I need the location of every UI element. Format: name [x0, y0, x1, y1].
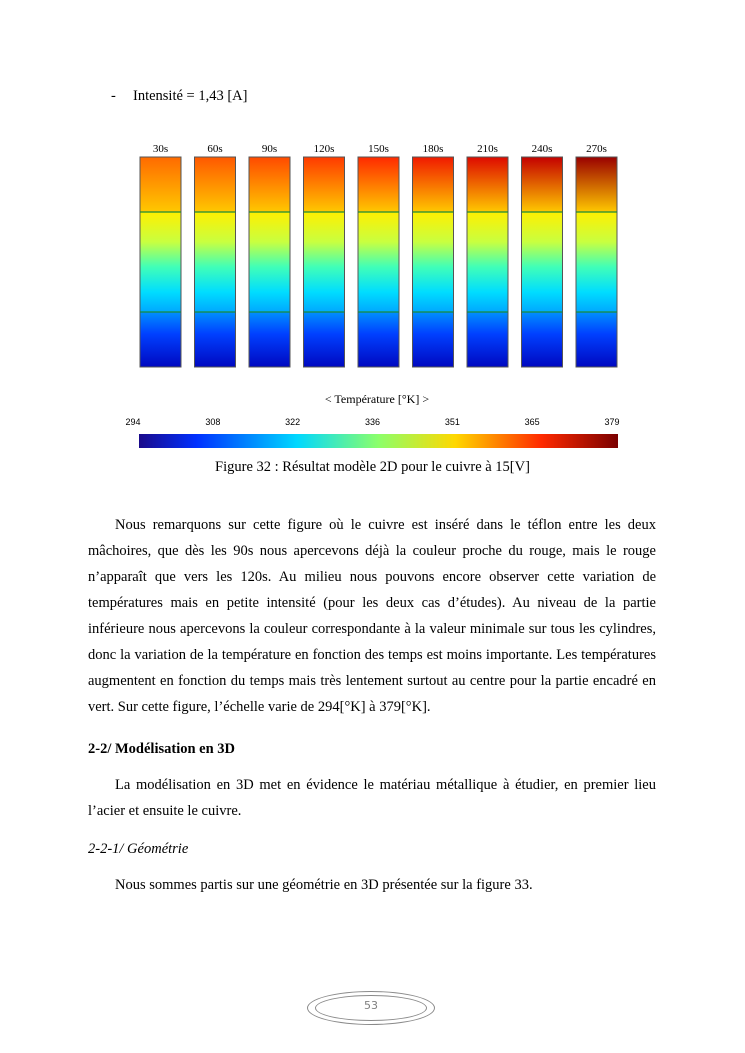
- color-scale-bar: [139, 434, 618, 448]
- time-label: 60s: [207, 143, 223, 155]
- middle-segment: [467, 212, 508, 312]
- time-label: 150s: [368, 143, 389, 155]
- top-segment: [249, 157, 290, 212]
- bottom-segment: [195, 312, 236, 367]
- page-number: 53: [364, 999, 378, 1012]
- cylinder-column: [358, 143, 399, 367]
- cylinder-column: [249, 143, 290, 367]
- bottom-segment: [522, 312, 563, 367]
- middle-segment: [249, 212, 290, 312]
- cylinder-column: [576, 143, 617, 367]
- middle-segment: [195, 212, 236, 312]
- middle-segment: [413, 212, 454, 312]
- top-segment: [140, 157, 181, 212]
- time-label: 270s: [586, 143, 607, 155]
- subsection-heading-geometry: 2-2-1/ Géométrie: [88, 841, 189, 857]
- top-segment: [467, 157, 508, 212]
- cylinder-column: [304, 143, 345, 367]
- scale-tick-label: 365: [524, 417, 540, 427]
- figure-svg: [118, 138, 638, 454]
- scale-tick-label: 322: [285, 417, 301, 427]
- top-segment: [358, 157, 399, 212]
- bottom-segment: [467, 312, 508, 367]
- middle-segment: [304, 212, 345, 312]
- bottom-segment: [413, 312, 454, 367]
- cylinder-column: [413, 143, 454, 367]
- time-label: 210s: [477, 143, 498, 155]
- time-label: 120s: [313, 143, 335, 155]
- cylinder-column: [522, 143, 563, 367]
- middle-segment: [140, 212, 181, 312]
- intensity-text: Intensité = 1,43 [A]: [133, 88, 248, 104]
- scale-tick-label: 308: [205, 417, 221, 427]
- scale-title: < Température [°K] >: [324, 392, 430, 406]
- scale-tick-label: 351: [444, 417, 460, 427]
- paragraph-figure-analysis: Nous remarquons sur cette figure où le cuivre est inséré dans le téflon entre les deux mâchoires, que dès les 90s nous apercevons déjà la couleur proche du rouge, mais le rouge n’apparaît que vers les 120s. Au milieu nous pouvons encore observer cette variation de températures mais en petite intensité (pour les deux cas d’études). Au niveau de la partie inférieure nous apercevons la couleur correspondante à la valeur minimale sur tous les cylindres, donc la variation de la température en fonction des temps est moins importante. Les températures augmentent en fonction du temps mais très lentement surtout au centre pour la partie encadré en vert. Sur cette figure, l’échelle varie de 294[°K] à 379[°K].: [88, 517, 656, 715]
- paragraph-3d-modelling: La modélisation en 3D met en évidence le matériau métallique à étudier, en premier lieu l’acier et ensuite le cuivre.: [88, 777, 656, 819]
- section-heading-3d: 2-2/ Modélisation en 3D: [88, 741, 236, 757]
- top-segment: [522, 157, 563, 212]
- cylinder-column: [195, 143, 236, 367]
- bottom-segment: [358, 312, 399, 367]
- time-label: 240s: [531, 143, 553, 155]
- middle-segment: [576, 212, 617, 312]
- bottom-segment: [140, 312, 181, 367]
- top-segment: [413, 157, 454, 212]
- cylinder-column: [140, 143, 181, 367]
- cylinder-column: [467, 143, 508, 367]
- middle-segment: [522, 212, 563, 312]
- time-label: 90s: [261, 143, 278, 155]
- top-segment: [576, 157, 617, 212]
- scale-tick-label: 379: [604, 417, 620, 427]
- page-number-badge: [307, 991, 435, 1025]
- bottom-segment: [304, 312, 345, 367]
- bottom-segment: [576, 312, 617, 367]
- middle-segment: [358, 212, 399, 312]
- bullet-dash: -: [111, 88, 116, 104]
- scale-tick-label: 336: [364, 417, 381, 427]
- figure-32-simulation: [118, 138, 638, 454]
- top-segment: [304, 157, 345, 212]
- paragraph-geometry: Nous sommes partis sur une géométrie en 3D présentée sur la figure 33.: [115, 877, 533, 893]
- bullet-intensity: [111, 88, 248, 105]
- time-label: 30s: [152, 143, 169, 155]
- figure-caption: Figure 32 : Résultat modèle 2D pour le cuivre à 15[V]: [215, 459, 530, 475]
- top-segment: [195, 157, 236, 212]
- time-label: 180s: [422, 143, 444, 155]
- bottom-segment: [249, 312, 290, 367]
- scale-tick-label: 294: [125, 417, 141, 427]
